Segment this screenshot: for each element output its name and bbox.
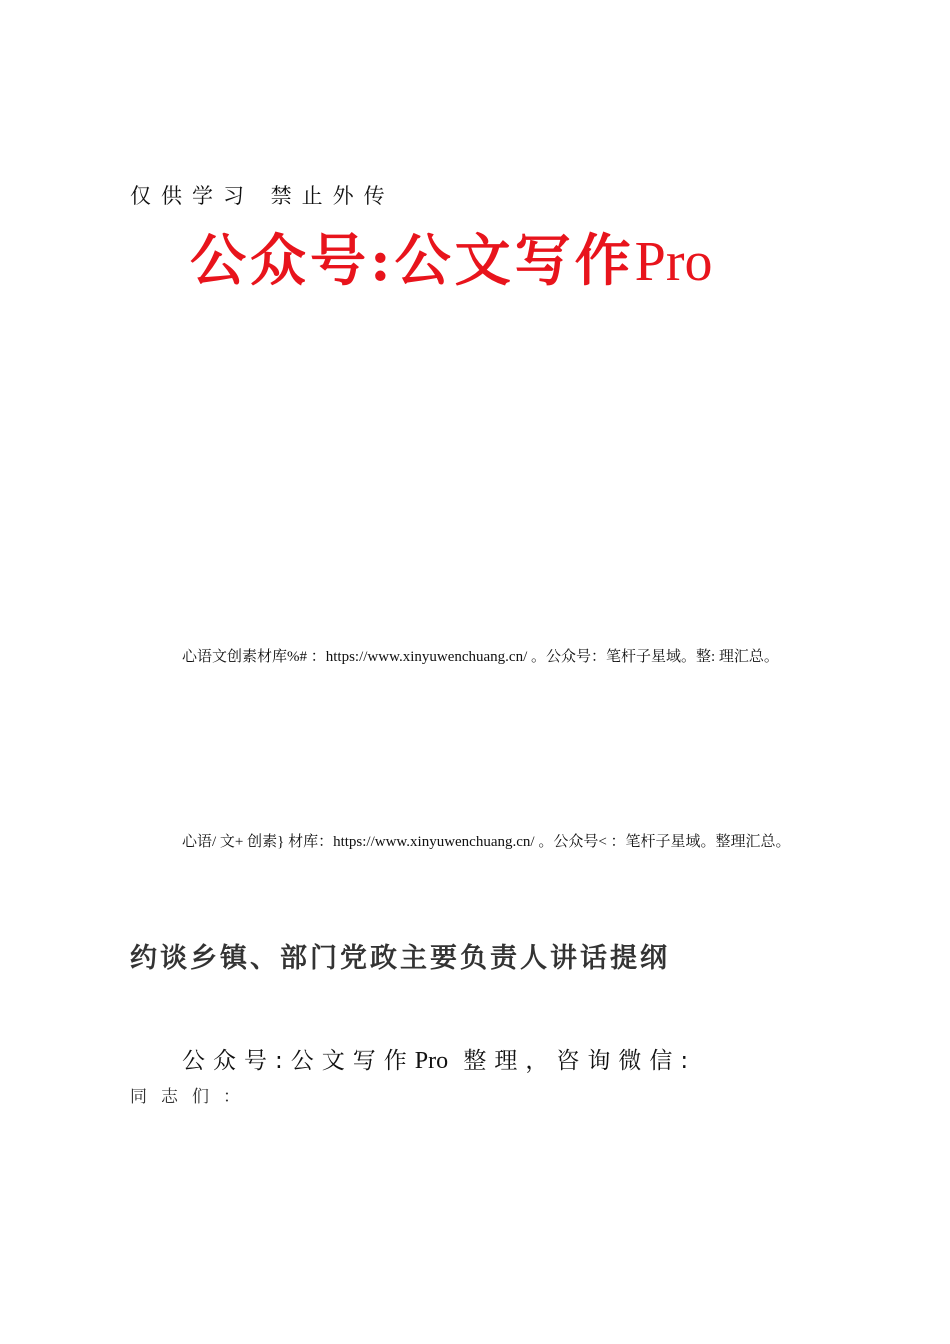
brand-name-cn: 公众号:公文写作 <box>190 228 635 294</box>
copyright-notice: 仅供学习 禁止外传 <box>130 184 395 208</box>
credit-suffix: 整理，咨询微信: <box>448 1048 697 1074</box>
brand-banner <box>190 228 712 295</box>
source-paragraph-1: 心语文创素材库%# ：https://www.xinyuwenchuang.cn/ 。公众号：笔杆子星域。整: 理汇总。 <box>182 649 779 665</box>
credit-prefix: 公众号:公文写作 <box>182 1048 415 1074</box>
salutation: 同志们： <box>130 1087 254 1107</box>
source-paragraph-2: 心语/ 文+ 创素} 材库：https://www.xinyuwenchuang.cn/ 。公众号< ：笔杆子星域。整理汇总。 <box>182 834 791 850</box>
credit-line <box>182 1042 696 1075</box>
document-title: 约谈乡镇、部门党政主要负责人讲话提纲 <box>130 943 670 974</box>
credit-pro: Pro <box>414 1048 449 1074</box>
brand-name-en: Pro <box>634 231 713 293</box>
